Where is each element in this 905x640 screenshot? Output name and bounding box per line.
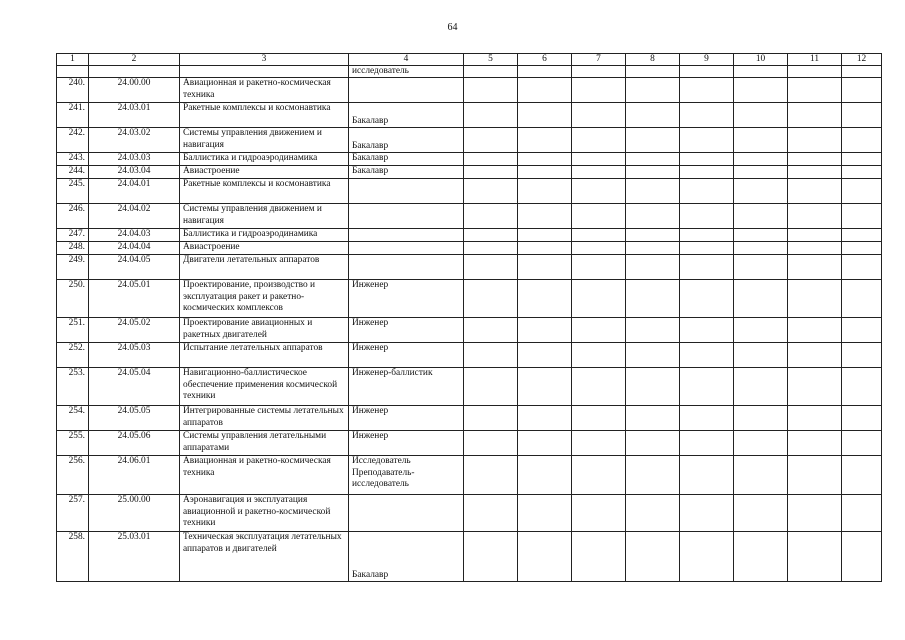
empty-cell-col-5: [464, 204, 518, 229]
empty-cell-col-12: [842, 103, 882, 128]
specialty-name: Авиационная и ракетно-космическая техника: [180, 456, 349, 495]
specialty-code: 24.05.06: [89, 431, 180, 456]
empty-cell-col-10: [734, 343, 788, 368]
empty-cell-col-6: [518, 242, 572, 255]
specialty-code: 24.03.02: [89, 128, 180, 153]
empty-cell-col-10: [734, 495, 788, 532]
empty-cell-col-12: [842, 280, 882, 318]
specialty-name: Техническая эксплуатация летательных аппаратов и двигателей: [180, 532, 349, 582]
qualification: Инженер: [349, 318, 464, 343]
empty-cell-col-8: [626, 153, 680, 166]
empty-cell-col-11: [788, 242, 842, 255]
specialty-code: 24.04.02: [89, 204, 180, 229]
page-number: 64: [447, 22, 458, 33]
empty-cell-col-10: [734, 431, 788, 456]
empty-cell-col-11: [788, 66, 842, 78]
empty-cell-col-8: [626, 456, 680, 495]
empty-cell-col-9: [680, 280, 734, 318]
table-row: [57, 532, 882, 582]
empty-cell-col-5: [464, 66, 518, 78]
qualification: Бакалавр: [349, 128, 464, 153]
qualification: Инженер-баллистик: [349, 368, 464, 406]
empty-cell-col-10: [734, 368, 788, 406]
empty-cell-col-8: [626, 66, 680, 78]
table-row: [57, 66, 882, 78]
qualification: Бакалавр: [349, 166, 464, 179]
empty-cell-col-8: [626, 179, 680, 204]
qualification: Исследователь Преподаватель-исследователь: [349, 456, 464, 495]
empty-cell-col-8: [626, 532, 680, 582]
table-row: [57, 255, 882, 280]
empty-cell-col-5: [464, 229, 518, 242]
empty-cell-col-8: [626, 78, 680, 103]
empty-cell-col-7: [572, 495, 626, 532]
empty-cell-col-12: [842, 229, 882, 242]
empty-cell-col-7: [572, 153, 626, 166]
specialty-code: 24.05.01: [89, 280, 180, 318]
row-number: 248.: [57, 242, 89, 255]
empty-cell-col-11: [788, 166, 842, 179]
empty-cell-col-6: [518, 431, 572, 456]
row-number: 254.: [57, 406, 89, 431]
empty-cell-col-9: [680, 495, 734, 532]
specialty-code: 24.04.05: [89, 255, 180, 280]
empty-cell-col-11: [788, 431, 842, 456]
column-number-row: [57, 54, 882, 66]
column-header: 6: [518, 54, 572, 66]
empty-cell-col-11: [788, 204, 842, 229]
empty-cell-col-10: [734, 78, 788, 103]
row-number: 252.: [57, 343, 89, 368]
empty-cell-col-12: [842, 406, 882, 431]
qualification: [349, 204, 464, 229]
empty-cell-col-9: [680, 166, 734, 179]
specialty-code: 24.05.05: [89, 406, 180, 431]
table-row: [57, 204, 882, 229]
qualification: Бакалавр: [349, 103, 464, 128]
qualification: [349, 78, 464, 103]
specialty-name: Интегрированные системы летательных аппаратов: [180, 406, 349, 431]
empty-cell-col-6: [518, 153, 572, 166]
empty-cell-col-7: [572, 103, 626, 128]
qualification: [349, 179, 464, 204]
empty-cell-col-8: [626, 280, 680, 318]
empty-cell-col-5: [464, 343, 518, 368]
empty-cell-col-5: [464, 495, 518, 532]
empty-cell-col-10: [734, 66, 788, 78]
empty-cell-col-7: [572, 179, 626, 204]
empty-cell-col-7: [572, 318, 626, 343]
table-row: [57, 406, 882, 431]
empty-cell-col-12: [842, 368, 882, 406]
empty-cell-col-5: [464, 179, 518, 204]
empty-cell-col-6: [518, 66, 572, 78]
specialty-code: 25.00.00: [89, 495, 180, 532]
table-row: [57, 431, 882, 456]
empty-cell-col-5: [464, 318, 518, 343]
empty-cell-col-7: [572, 128, 626, 153]
table-row: [57, 229, 882, 242]
empty-cell-col-12: [842, 78, 882, 103]
row-number: 250.: [57, 280, 89, 318]
column-header: 8: [626, 54, 680, 66]
empty-cell-col-6: [518, 229, 572, 242]
empty-cell-col-10: [734, 406, 788, 431]
empty-cell-col-11: [788, 229, 842, 242]
qualification: Инженер: [349, 406, 464, 431]
empty-cell-col-6: [518, 255, 572, 280]
empty-cell-col-8: [626, 495, 680, 532]
empty-cell-col-12: [842, 318, 882, 343]
column-header: 9: [680, 54, 734, 66]
empty-cell-col-8: [626, 103, 680, 128]
empty-cell-col-5: [464, 431, 518, 456]
specialty-name: Испытание летательных аппаратов: [180, 343, 349, 368]
empty-cell-col-12: [842, 456, 882, 495]
empty-cell-col-12: [842, 431, 882, 456]
empty-cell-col-8: [626, 431, 680, 456]
empty-cell-col-9: [680, 229, 734, 242]
empty-cell-col-8: [626, 318, 680, 343]
table-row: [57, 242, 882, 255]
specialties-table: [56, 53, 882, 582]
table-row: [57, 456, 882, 495]
empty-cell-col-6: [518, 343, 572, 368]
row-number: 247.: [57, 229, 89, 242]
empty-cell-col-11: [788, 103, 842, 128]
table-row: [57, 318, 882, 343]
empty-cell-col-7: [572, 368, 626, 406]
row-number: 256.: [57, 456, 89, 495]
empty-cell-col-10: [734, 103, 788, 128]
empty-cell-col-6: [518, 495, 572, 532]
empty-cell-col-10: [734, 532, 788, 582]
empty-cell-col-6: [518, 532, 572, 582]
row-number: 253.: [57, 368, 89, 406]
empty-cell-col-7: [572, 406, 626, 431]
empty-cell-col-11: [788, 255, 842, 280]
empty-cell-col-9: [680, 78, 734, 103]
table-row: [57, 153, 882, 166]
empty-cell-col-6: [518, 318, 572, 343]
empty-cell-col-12: [842, 204, 882, 229]
specialty-code: 24.05.04: [89, 368, 180, 406]
empty-cell-col-12: [842, 343, 882, 368]
column-header: 3: [180, 54, 349, 66]
empty-cell-col-6: [518, 456, 572, 495]
specialty-name: Аэронавигация и эксплуатация авиационной и ракетно-космической техники: [180, 495, 349, 532]
row-number: [57, 66, 89, 78]
empty-cell-col-8: [626, 229, 680, 242]
empty-cell-col-5: [464, 255, 518, 280]
column-header: 4: [349, 54, 464, 66]
specialty-name: Баллистика и гидроаэродинамика: [180, 153, 349, 166]
specialty-name: Авиастроение: [180, 242, 349, 255]
specialty-name: Системы управления летательными аппаратами: [180, 431, 349, 456]
column-header: 1: [57, 54, 89, 66]
column-header: 12: [842, 54, 882, 66]
empty-cell-col-9: [680, 179, 734, 204]
empty-cell-col-7: [572, 280, 626, 318]
table-row: [57, 128, 882, 153]
row-number: 243.: [57, 153, 89, 166]
column-header: 5: [464, 54, 518, 66]
empty-cell-col-9: [680, 66, 734, 78]
specialty-name: Авиастроение: [180, 166, 349, 179]
empty-cell-col-8: [626, 128, 680, 153]
specialty-code: [89, 66, 180, 78]
row-number: 242.: [57, 128, 89, 153]
specialty-code: 24.00.00: [89, 78, 180, 103]
specialty-code: 25.03.01: [89, 532, 180, 582]
column-header: 11: [788, 54, 842, 66]
row-number: 251.: [57, 318, 89, 343]
empty-cell-col-9: [680, 318, 734, 343]
empty-cell-col-11: [788, 128, 842, 153]
specialty-name: Авиационная и ракетно-космическая техника: [180, 78, 349, 103]
qualification: Бакалавр: [349, 153, 464, 166]
empty-cell-col-9: [680, 103, 734, 128]
empty-cell-col-6: [518, 204, 572, 229]
empty-cell-col-12: [842, 166, 882, 179]
empty-cell-col-7: [572, 431, 626, 456]
empty-cell-col-12: [842, 128, 882, 153]
table-row: [57, 495, 882, 532]
empty-cell-col-9: [680, 242, 734, 255]
empty-cell-col-5: [464, 280, 518, 318]
column-header: 10: [734, 54, 788, 66]
empty-cell-col-11: [788, 179, 842, 204]
column-header: 2: [89, 54, 180, 66]
empty-cell-col-10: [734, 166, 788, 179]
empty-cell-col-7: [572, 204, 626, 229]
empty-cell-col-7: [572, 343, 626, 368]
empty-cell-col-6: [518, 368, 572, 406]
specialty-name: Ракетные комплексы и космонавтика: [180, 103, 349, 128]
specialty-name: [180, 66, 349, 78]
empty-cell-col-8: [626, 368, 680, 406]
specialty-name: Проектирование авиационных и ракетных двигателей: [180, 318, 349, 343]
table-row: [57, 368, 882, 406]
row-number: 258.: [57, 532, 89, 582]
empty-cell-col-9: [680, 532, 734, 582]
specialty-name: Баллистика и гидроаэродинамика: [180, 229, 349, 242]
empty-cell-col-11: [788, 406, 842, 431]
qualification: [349, 255, 464, 280]
empty-cell-col-10: [734, 128, 788, 153]
qualification: Инженер: [349, 431, 464, 456]
specialty-code: 24.04.04: [89, 242, 180, 255]
empty-cell-col-5: [464, 532, 518, 582]
empty-cell-col-11: [788, 368, 842, 406]
qualification: [349, 229, 464, 242]
row-number: 244.: [57, 166, 89, 179]
empty-cell-col-10: [734, 204, 788, 229]
specialty-name: Двигатели летательных аппаратов: [180, 255, 349, 280]
row-number: 245.: [57, 179, 89, 204]
empty-cell-col-12: [842, 242, 882, 255]
specialty-code: 24.06.01: [89, 456, 180, 495]
row-number: 255.: [57, 431, 89, 456]
specialty-name: Ракетные комплексы и космонавтика: [180, 179, 349, 204]
empty-cell-col-11: [788, 78, 842, 103]
specialty-code: 24.05.02: [89, 318, 180, 343]
empty-cell-col-8: [626, 166, 680, 179]
empty-cell-col-9: [680, 128, 734, 153]
qualification: [349, 242, 464, 255]
empty-cell-col-11: [788, 153, 842, 166]
empty-cell-col-5: [464, 166, 518, 179]
empty-cell-col-6: [518, 179, 572, 204]
empty-cell-col-10: [734, 153, 788, 166]
empty-cell-col-7: [572, 242, 626, 255]
row-number: 249.: [57, 255, 89, 280]
specialty-code: 24.03.03: [89, 153, 180, 166]
empty-cell-col-12: [842, 66, 882, 78]
empty-cell-col-9: [680, 406, 734, 431]
empty-cell-col-9: [680, 431, 734, 456]
table-row: [57, 166, 882, 179]
empty-cell-col-9: [680, 456, 734, 495]
row-number: 240.: [57, 78, 89, 103]
specialty-code: 24.04.03: [89, 229, 180, 242]
empty-cell-col-11: [788, 495, 842, 532]
specialty-name: Проектирование, производство и эксплуатация ракет и ракетно-космических комплексов: [180, 280, 349, 318]
empty-cell-col-11: [788, 280, 842, 318]
empty-cell-col-10: [734, 255, 788, 280]
empty-cell-col-5: [464, 153, 518, 166]
empty-cell-col-10: [734, 242, 788, 255]
empty-cell-col-6: [518, 128, 572, 153]
empty-cell-col-7: [572, 78, 626, 103]
specialty-code: 24.05.03: [89, 343, 180, 368]
empty-cell-col-8: [626, 406, 680, 431]
table-row: [57, 103, 882, 128]
empty-cell-col-7: [572, 255, 626, 280]
qualification: исследователь: [349, 66, 464, 78]
empty-cell-col-11: [788, 456, 842, 495]
empty-cell-col-10: [734, 229, 788, 242]
specialty-code: 24.03.01: [89, 103, 180, 128]
qualification: Бакалавр: [349, 532, 464, 582]
empty-cell-col-5: [464, 103, 518, 128]
specialty-name: Системы управления движением и навигация: [180, 204, 349, 229]
empty-cell-col-9: [680, 153, 734, 166]
empty-cell-col-9: [680, 204, 734, 229]
empty-cell-col-6: [518, 78, 572, 103]
table-row: [57, 78, 882, 103]
empty-cell-col-6: [518, 280, 572, 318]
empty-cell-col-12: [842, 495, 882, 532]
empty-cell-col-9: [680, 368, 734, 406]
specialty-name: Навигационно-баллистическое обеспечение применения космической техники: [180, 368, 349, 406]
empty-cell-col-8: [626, 255, 680, 280]
empty-cell-col-7: [572, 456, 626, 495]
empty-cell-col-10: [734, 179, 788, 204]
table-row: [57, 343, 882, 368]
empty-cell-col-5: [464, 456, 518, 495]
empty-cell-col-12: [842, 255, 882, 280]
row-number: 241.: [57, 103, 89, 128]
empty-cell-col-6: [518, 166, 572, 179]
empty-cell-col-7: [572, 166, 626, 179]
qualification: [349, 495, 464, 532]
empty-cell-col-11: [788, 318, 842, 343]
column-header: 7: [572, 54, 626, 66]
empty-cell-col-9: [680, 255, 734, 280]
empty-cell-col-5: [464, 406, 518, 431]
specialty-code: 24.04.01: [89, 179, 180, 204]
empty-cell-col-6: [518, 406, 572, 431]
empty-cell-col-7: [572, 229, 626, 242]
specialty-code: 24.03.04: [89, 166, 180, 179]
empty-cell-col-10: [734, 318, 788, 343]
empty-cell-col-7: [572, 66, 626, 78]
empty-cell-col-11: [788, 532, 842, 582]
empty-cell-col-9: [680, 343, 734, 368]
empty-cell-col-6: [518, 103, 572, 128]
empty-cell-col-5: [464, 368, 518, 406]
table-row: [57, 179, 882, 204]
empty-cell-col-10: [734, 456, 788, 495]
empty-cell-col-8: [626, 204, 680, 229]
empty-cell-col-7: [572, 532, 626, 582]
empty-cell-col-12: [842, 179, 882, 204]
qualification: Инженер: [349, 280, 464, 318]
empty-cell-col-10: [734, 280, 788, 318]
qualification: Инженер: [349, 343, 464, 368]
table-row: [57, 280, 882, 318]
empty-cell-col-8: [626, 242, 680, 255]
empty-cell-col-11: [788, 343, 842, 368]
specialty-name: Системы управления движением и навигация: [180, 128, 349, 153]
row-number: 257.: [57, 495, 89, 532]
empty-cell-col-5: [464, 242, 518, 255]
empty-cell-col-5: [464, 78, 518, 103]
empty-cell-col-8: [626, 343, 680, 368]
row-number: 246.: [57, 204, 89, 229]
empty-cell-col-5: [464, 128, 518, 153]
empty-cell-col-12: [842, 153, 882, 166]
empty-cell-col-12: [842, 532, 882, 582]
table-body: [57, 66, 882, 582]
